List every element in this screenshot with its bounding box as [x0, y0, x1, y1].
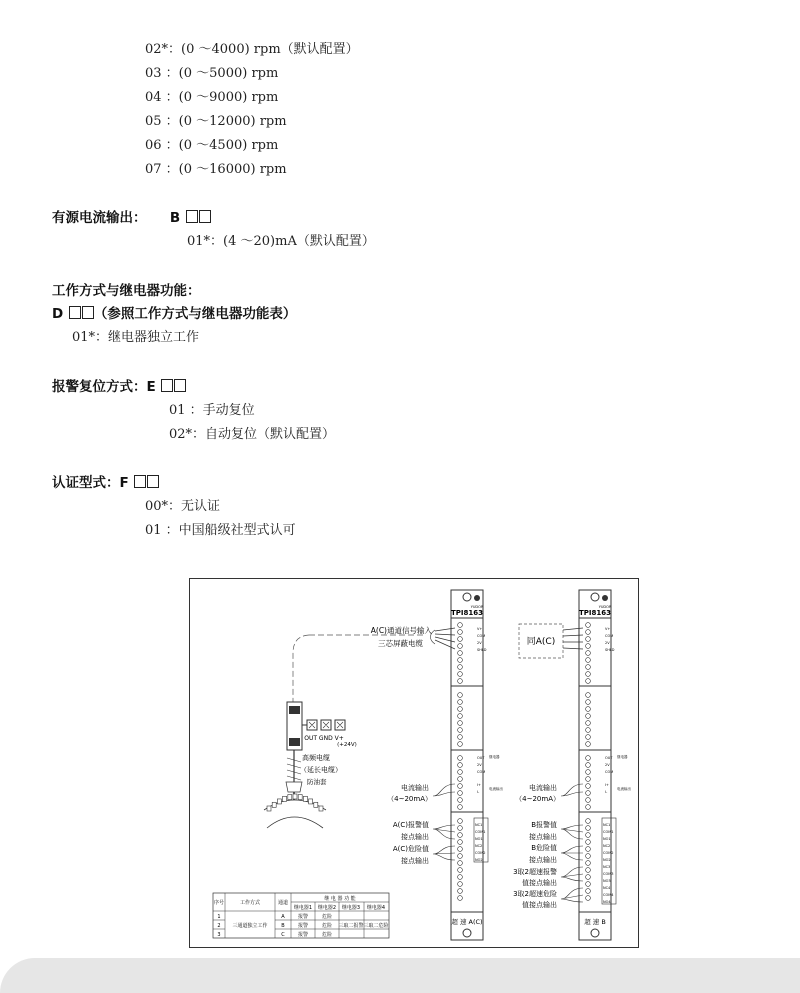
cable-label: 三芯屏蔽电缆: [378, 639, 423, 648]
certification-option: 00*：无认证: [145, 499, 221, 514]
terminal-hole: [458, 784, 463, 789]
terminal-label: COM: [477, 770, 486, 774]
terminal-label: COM4: [603, 893, 614, 897]
terminal-hole: [586, 847, 591, 852]
code-box: [147, 475, 159, 488]
terminal-hole: [458, 896, 463, 901]
danger-b-label: B危险值: [531, 844, 557, 852]
gear-tooth: [309, 799, 313, 804]
signal-input-label: A(C)通道信号输入: [370, 626, 432, 635]
terminal-hole: [586, 693, 591, 698]
speed-option: 02*：(0 ～4000) rpm（默认配置）: [145, 42, 359, 57]
terminal-hole: [586, 798, 591, 803]
current-range-label: （4~20mA）: [387, 795, 432, 803]
alarm-reset-option: 02*：自动复位（默认配置）: [169, 427, 336, 442]
terminal-hole: [458, 623, 463, 628]
table-header-relay: 继 电 器 功 能: [324, 896, 356, 902]
table-cell: 三取二危险: [363, 923, 389, 929]
speed-option: 06 ：(0 ～4500) rpm: [145, 138, 279, 153]
table-header-channel: 通道: [277, 900, 289, 906]
terminal-hole: [458, 889, 463, 894]
work-mode-heading: 工作方式与继电器功能：: [52, 283, 201, 299]
table-header-mode: 工作方式: [239, 900, 261, 906]
over-alarm-label-2: 值接点输出: [522, 879, 557, 887]
table-cell: 三取二报警: [338, 923, 364, 929]
terminal-hole: [586, 735, 591, 740]
terminal-label: SHLD: [477, 648, 487, 652]
gear-tooth: [298, 795, 302, 800]
terminal-hole: [586, 763, 591, 768]
terminal-hole: [458, 714, 463, 719]
terminal-hole: [586, 644, 591, 649]
work-mode-code-line: [52, 302, 296, 322]
terminal-label: I+: [605, 783, 609, 787]
code-box: [199, 210, 211, 223]
terminal-hole: [586, 777, 591, 782]
terminal-hole: [586, 791, 591, 796]
terminal-hole: [586, 854, 591, 859]
gear-tooth: [283, 796, 287, 801]
terminal-label: V+: [605, 627, 611, 631]
code-box: [69, 306, 81, 319]
terminal-hole: [586, 651, 591, 656]
terminal-label: NO2: [475, 858, 483, 862]
terminal-hole: [458, 637, 463, 642]
terminal-label: NC2: [475, 844, 483, 848]
terminal-hole: [458, 763, 463, 768]
terminal-hole: [458, 651, 463, 656]
terminal-hole: [458, 644, 463, 649]
certification-label: 认证型式：F: [52, 475, 129, 491]
side-label: 电流输出: [617, 787, 631, 791]
active-output-option: 01*：(4 ～20)mA（默认配置）: [187, 234, 375, 249]
code-box: [186, 210, 198, 223]
terminal-label: OUT: [605, 756, 613, 760]
terminal-hole: [586, 742, 591, 747]
terminal-hole: [586, 637, 591, 642]
terminal-label: NC4: [603, 886, 611, 890]
table-header-relay-2: 继电器2: [317, 905, 337, 911]
brand-a: YUDOR: [470, 605, 484, 609]
table-cell: 报警: [297, 914, 309, 920]
terminal-hole: [586, 700, 591, 705]
terminal-label: NO1: [475, 837, 483, 841]
terminal-hole: [458, 847, 463, 852]
terminal-hole: [586, 721, 591, 726]
terminal-label: COM: [605, 770, 614, 774]
certification-option: 01 ：中国船级社型式认可: [145, 523, 296, 538]
table-cell: 1: [217, 914, 221, 920]
terminal-hole: [458, 693, 463, 698]
certification-heading: [52, 471, 159, 491]
terminal-hole: [458, 798, 463, 803]
over-danger-label: 3取2超速危险: [513, 890, 557, 898]
table-header-seq: 序号: [213, 900, 225, 906]
side-label: 继电器: [617, 755, 628, 759]
table-header-relay-3: 继电器3: [341, 905, 361, 911]
speed-option: 07 ：(0 ～16000) rpm: [145, 162, 287, 177]
terminal-hole: [458, 672, 463, 677]
table-cell: 危险: [321, 932, 333, 938]
terminal-label: 2V: [477, 641, 482, 645]
terminal-label: NO2: [603, 858, 611, 862]
gear-tooth: [277, 799, 281, 804]
terminal-label: COM: [477, 634, 486, 638]
terminal-label: NC2: [603, 844, 611, 848]
model-a: TPI8163: [451, 609, 483, 617]
terminal-hole: [458, 819, 463, 824]
over-danger-label-2: 值接点输出: [522, 901, 557, 909]
side-label: 电流输出: [489, 787, 503, 791]
terminal-hole: [586, 630, 591, 635]
gear-tooth: [319, 806, 323, 811]
model-b: TPI8163: [579, 609, 611, 617]
terminal-hole: [458, 791, 463, 796]
speed-option: 03 ：(0 ～5000) rpm: [145, 66, 279, 81]
terminal-hole: [586, 679, 591, 684]
terminal-label: COM1: [603, 830, 614, 834]
hf-cable-label: 高频电缆: [302, 754, 330, 762]
terminal-hole: [458, 679, 463, 684]
terminal-hole: [586, 833, 591, 838]
terminal-hole: [458, 721, 463, 726]
terminal-label: COM1: [475, 830, 486, 834]
terminal-label: NO4: [603, 900, 611, 904]
terminal-hole: [586, 672, 591, 677]
code-box: [82, 306, 94, 319]
terminal-label: I+: [477, 783, 481, 787]
terminal-hole: [586, 882, 591, 887]
gear-tooth: [314, 802, 318, 807]
table-cell: 2: [217, 923, 221, 929]
side-label: 继电器: [489, 755, 500, 759]
gear-tooth: [288, 795, 292, 800]
alarm-b-label: B报警值: [531, 821, 557, 829]
table-cell: 报警: [297, 932, 309, 938]
page-bottom-band: [0, 958, 800, 993]
gear-tooth: [293, 794, 297, 799]
table-header-relay-4: 继电器4: [366, 905, 386, 911]
danger-a-label: A(C)危险值: [392, 845, 429, 853]
active-output-heading: [52, 206, 211, 226]
code-box: [174, 379, 186, 392]
terminal-hole: [458, 875, 463, 880]
terminal-hole: [586, 875, 591, 880]
terminal-hole: [458, 805, 463, 810]
oil-cover-label: 防油套: [307, 778, 327, 786]
terminal-label: COM: [605, 634, 614, 638]
terminal-hole: [458, 840, 463, 845]
gear-tooth: [303, 796, 307, 801]
terminal-label: COM2: [475, 851, 486, 855]
terminal-hole: [458, 868, 463, 873]
terminal-hole: [586, 896, 591, 901]
current-out-label: 电流输出: [401, 784, 429, 792]
terminal-label: NO3: [603, 879, 611, 883]
terminal-hole: [586, 623, 591, 628]
terminal-hole: [586, 868, 591, 873]
over-alarm-label: 3取2超速报警: [513, 868, 557, 876]
terminal-hole: [586, 840, 591, 845]
relay-function-table: [213, 893, 389, 938]
table-header-relay-1: 继电器1: [293, 905, 313, 911]
terminal-hole: [458, 728, 463, 733]
terminal-hole: [458, 770, 463, 775]
terminal-label: I-: [605, 790, 608, 794]
terminal-label: NC3: [603, 865, 611, 869]
terminal-hole: [586, 756, 591, 761]
terminal-label: I-: [477, 790, 480, 794]
terminal-hole: [458, 854, 463, 859]
table-cell: 3: [217, 932, 221, 938]
terminal-hole: [458, 861, 463, 866]
terminal-hole: [458, 777, 463, 782]
terminal-hole: [586, 728, 591, 733]
terminal-hole: [458, 658, 463, 663]
table-mode-value: 三通道独立工作: [232, 923, 268, 929]
terminal-label: COM2: [603, 851, 614, 855]
speed-option: 04 ：(0 ～9000) rpm: [145, 90, 279, 105]
table-cell: C: [281, 932, 285, 938]
terminal-hole: [586, 819, 591, 824]
terminal-label: COM3: [603, 872, 614, 876]
terminal-hole: [586, 826, 591, 831]
table-cell: 危险: [321, 914, 333, 920]
terminal-hole: [458, 735, 463, 740]
terminal-hole: [458, 742, 463, 747]
work-mode-code: D: [52, 306, 64, 322]
out-gnd-label: OUT GND V+: [304, 735, 344, 742]
terminal-hole: [586, 889, 591, 894]
terminal-label: 2V: [477, 763, 482, 767]
terminal-label: OUT: [477, 756, 485, 760]
terminal-label: 2V: [605, 641, 610, 645]
terminal-label: NC1: [475, 823, 483, 827]
terminal-hole: [586, 665, 591, 670]
bottom-label-a: 超 速 A(C): [451, 918, 483, 926]
alarm-reset-label: 报警复位方式：E: [52, 379, 156, 395]
terminal-hole: [586, 805, 591, 810]
alarm-a-label: A(C)报警值: [392, 821, 429, 829]
terminal-hole: [458, 665, 463, 670]
terminal-hole: [458, 756, 463, 761]
terminal-hole: [586, 770, 591, 775]
terminal-label: SHLD: [605, 648, 615, 652]
current-out-label: 电流输出: [529, 784, 557, 792]
bottom-label-b: 超 速 B: [584, 918, 606, 926]
gear-tooth: [267, 806, 271, 811]
terminal-hole: [458, 707, 463, 712]
terminal-hole: [458, 882, 463, 887]
active-output-code: B: [169, 210, 181, 226]
terminal-label: NC1: [603, 823, 611, 827]
wiring-diagram: [189, 578, 639, 948]
danger-b-label-2: 接点输出: [529, 856, 557, 864]
current-range-label: （4~20mA）: [515, 795, 560, 803]
brand-b: YUDOR: [598, 605, 612, 609]
terminal-hole: [586, 658, 591, 663]
table-cell: 危险: [321, 923, 333, 929]
alarm-b-label-2: 接点输出: [529, 833, 557, 841]
terminal-label: V+: [477, 627, 483, 631]
speed-option: 05 ：(0 ～12000) rpm: [145, 114, 287, 129]
table-cell: 报警: [297, 923, 309, 929]
terminal-hole: [586, 707, 591, 712]
code-box: [161, 379, 173, 392]
terminal-hole: [458, 833, 463, 838]
alarm-a-label-2: 接点输出: [401, 833, 429, 841]
terminal-label: 2V: [605, 763, 610, 767]
terminal-hole: [458, 630, 463, 635]
table-cell: A: [281, 914, 285, 920]
terminal-hole: [458, 826, 463, 831]
code-box: [134, 475, 146, 488]
same-ac-label: 同A(C): [526, 637, 556, 647]
terminal-hole: [458, 700, 463, 705]
table-cell: B: [281, 923, 285, 929]
alarm-reset-option: 01 ：手动复位: [169, 403, 255, 418]
work-mode-note: （参照工作方式与继电器功能表）: [93, 306, 297, 322]
danger-a-label-2: 接点输出: [401, 857, 429, 865]
active-output-label: 有源电流输出：: [52, 210, 147, 226]
gear-tooth: [272, 802, 276, 807]
voltage-label: (+24V): [337, 742, 357, 748]
terminal-hole: [586, 714, 591, 719]
terminal-label: NO1: [603, 837, 611, 841]
terminal-hole: [586, 784, 591, 789]
ext-cable-label: （延长电缆）: [300, 766, 342, 774]
work-mode-option: 01*：继电器独立工作: [72, 330, 200, 345]
alarm-reset-heading: [52, 375, 186, 395]
terminal-hole: [586, 861, 591, 866]
